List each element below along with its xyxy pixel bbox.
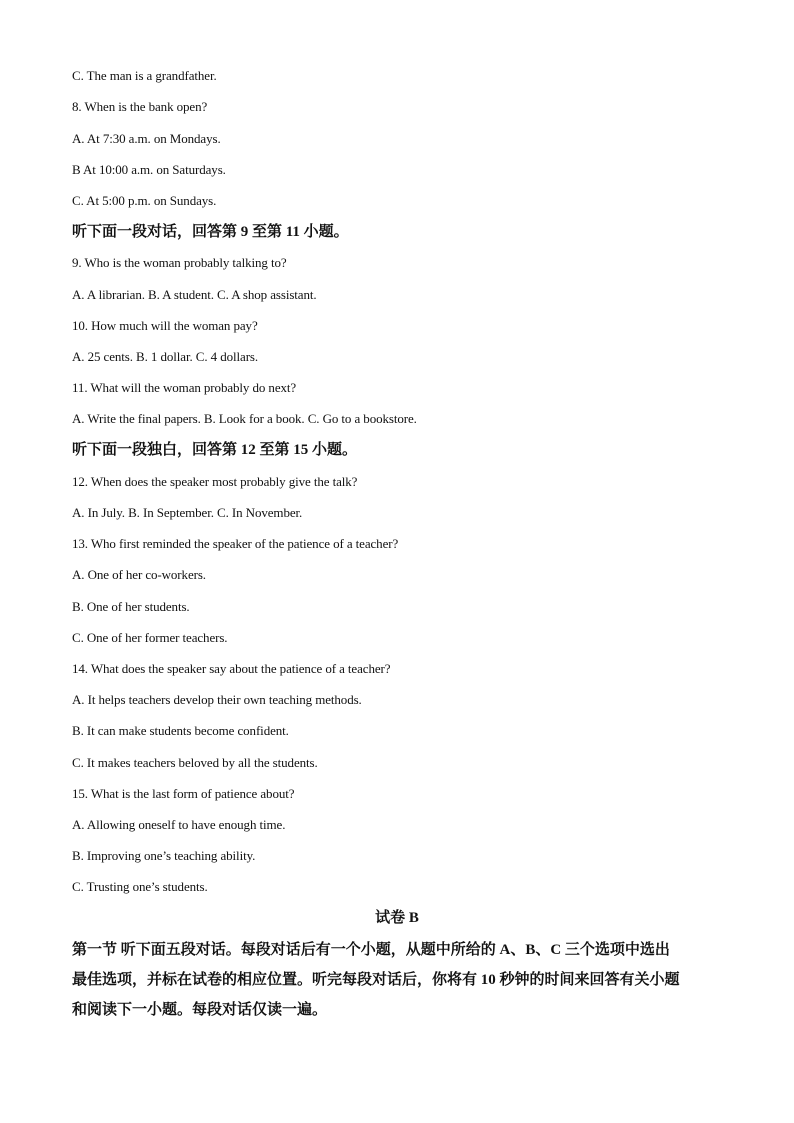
- question-10: 10. How much will the woman pay?: [72, 318, 258, 333]
- options-9: A. A librarian. B. A student. C. A shop assistant.: [72, 287, 317, 302]
- question-15: 15. What is the last form of patience about?: [72, 786, 295, 801]
- question-9: 9. Who is the woman probably talking to?: [72, 255, 287, 270]
- option-14c: C. It makes teachers beloved by all the students.: [72, 755, 318, 770]
- section-intro: [72, 935, 727, 1025]
- option-8c: C. At 5:00 p.m. on Sundays.: [72, 193, 217, 208]
- section-title: 试卷 B: [375, 910, 419, 926]
- options-12: A. In July. B. In September. C. In November.: [72, 505, 303, 520]
- option-15a: A. Allowing oneself to have enough time.: [72, 817, 286, 832]
- option-8a: A. At 7:30 a.m. on Mondays.: [72, 131, 221, 146]
- option-13b: B. One of her students.: [72, 599, 190, 614]
- option-7c: C. The man is a grandfather.: [72, 68, 217, 83]
- section-intro-line: 和阅读下一小题。每段对话仅读一遍。: [72, 1002, 328, 1018]
- dialogue-instruction-9-11: 听下面一段对话，回答第 9 至第 11 小题。: [72, 224, 349, 240]
- option-15c: C. Trusting one’s students.: [72, 879, 208, 894]
- section-intro-line: 第一节 听下面五段对话。每段对话后有一个小题，从题中所给的 A、B、C 三个选项中选出: [72, 942, 670, 958]
- options-10: A. 25 cents. B. 1 dollar. C. 4 dollars.: [72, 349, 259, 364]
- option-15b: B. Improving one’s teaching ability.: [72, 848, 256, 863]
- options-11: A. Write the final papers. B. Look for a book. C. Go to a bookstore.: [72, 411, 417, 426]
- question-8: 8. When is the bank open?: [72, 99, 208, 114]
- option-8b: B At 10:00 a.m. on Saturdays.: [72, 162, 226, 177]
- question-11: 11. What will the woman probably do next?: [72, 380, 297, 395]
- option-14b: B. It can make students become confident.: [72, 723, 289, 738]
- monologue-instruction-12-15: 听下面一段独白，回答第 12 至第 15 小题。: [72, 442, 358, 458]
- option-13c: C. One of her former teachers.: [72, 630, 228, 645]
- section-intro-line: 最佳选项，并标在试卷的相应位置。听完每段对话后，你将有 10 秒钟的时间来回答有关小题: [72, 972, 680, 988]
- option-14a: A. It helps teachers develop their own teaching methods.: [72, 692, 362, 707]
- question-12: 12. When does the speaker most probably give the talk?: [72, 474, 358, 489]
- question-13: 13. Who first reminded the speaker of the patience of a teacher?: [72, 536, 399, 551]
- option-13a: A. One of her co-workers.: [72, 567, 206, 582]
- question-14: 14. What does the speaker say about the patience of a teacher?: [72, 661, 391, 676]
